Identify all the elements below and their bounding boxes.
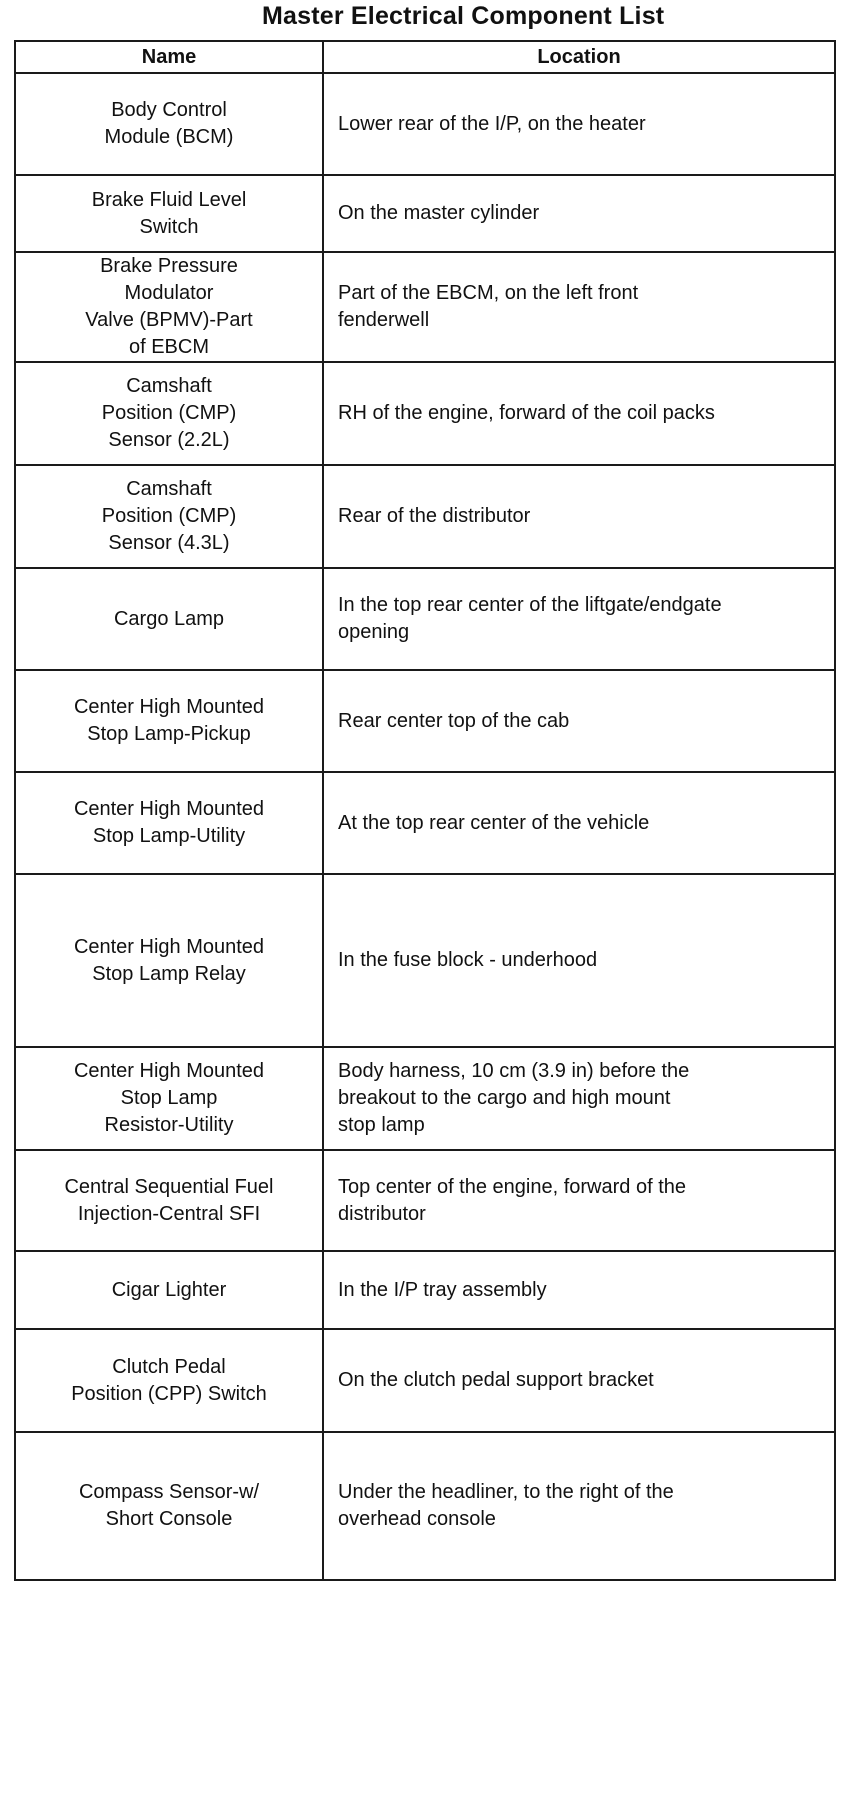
component-name: Compass Sensor-w/ Short Console — [15, 1432, 323, 1580]
component-table — [14, 40, 836, 1581]
table-row — [15, 772, 835, 874]
table-row — [15, 1251, 835, 1329]
component-location: RH of the engine, forward of the coil packs — [323, 362, 835, 465]
component-location: Body harness, 10 cm (3.9 in) before the breakout to the cargo and high mount stop lamp — [323, 1047, 835, 1150]
column-header-location: Location — [323, 41, 835, 73]
table-row — [15, 1047, 835, 1150]
table-row — [15, 73, 835, 175]
component-location: At the top rear center of the vehicle — [323, 772, 835, 874]
component-name: Center High Mounted Stop Lamp Resistor-Utility — [15, 1047, 323, 1150]
component-name: Central Sequential Fuel Injection-Central SFI — [15, 1150, 323, 1251]
table-header-row — [15, 41, 835, 73]
page-title: Master Electrical Component List — [262, 2, 665, 30]
component-location: Rear of the distributor — [323, 465, 835, 568]
component-name: Camshaft Position (CMP) Sensor (2.2L) — [15, 362, 323, 465]
column-header-name: Name — [15, 41, 323, 73]
table-row — [15, 1150, 835, 1251]
component-name: Center High Mounted Stop Lamp-Utility — [15, 772, 323, 874]
component-location: In the fuse block - underhood — [323, 874, 835, 1047]
table-row — [15, 874, 835, 1047]
table-row — [15, 175, 835, 252]
component-location: Rear center top of the cab — [323, 670, 835, 772]
component-location: In the top rear center of the liftgate/endgate opening — [323, 568, 835, 670]
component-location: Lower rear of the I/P, on the heater — [323, 73, 835, 175]
table-row — [15, 465, 835, 568]
component-location: On the master cylinder — [323, 175, 835, 252]
component-name: Brake Pressure Modulator Valve (BPMV)-Part of EBCM — [15, 252, 323, 362]
component-name: Body Control Module (BCM) — [15, 73, 323, 175]
component-location: Top center of the engine, forward of the distributor — [323, 1150, 835, 1251]
component-name: Brake Fluid Level Switch — [15, 175, 323, 252]
component-name: Camshaft Position (CMP) Sensor (4.3L) — [15, 465, 323, 568]
table-row — [15, 568, 835, 670]
component-location: On the clutch pedal support bracket — [323, 1329, 835, 1432]
table-row — [15, 1329, 835, 1432]
component-name: Center High Mounted Stop Lamp Relay — [15, 874, 323, 1047]
component-name: Cargo Lamp — [15, 568, 323, 670]
component-location: Under the headliner, to the right of the overhead console — [323, 1432, 835, 1580]
component-name: Cigar Lighter — [15, 1251, 323, 1329]
component-name: Center High Mounted Stop Lamp-Pickup — [15, 670, 323, 772]
table-row — [15, 362, 835, 465]
table-row — [15, 1432, 835, 1580]
component-name: Clutch Pedal Position (CPP) Switch — [15, 1329, 323, 1432]
component-location: In the I/P tray assembly — [323, 1251, 835, 1329]
component-location: Part of the EBCM, on the left front fenderwell — [323, 252, 835, 362]
table-row — [15, 670, 835, 772]
table-row — [15, 252, 835, 362]
